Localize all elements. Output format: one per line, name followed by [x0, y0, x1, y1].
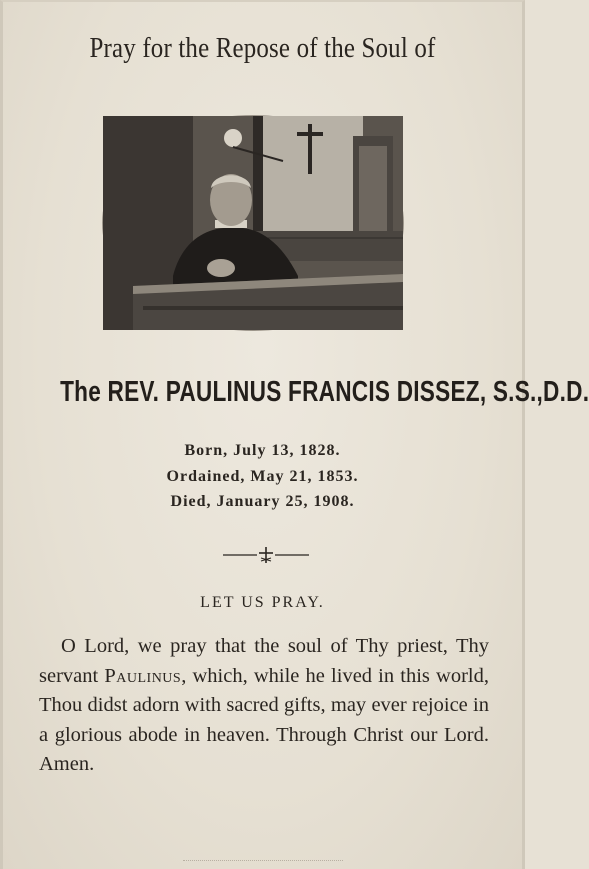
dates-block: [3, 438, 522, 515]
prayer-title: LET US PRAY.: [200, 594, 325, 611]
birth-date: Born, July 13, 1828.: [184, 442, 341, 459]
prayer-text-start: O Lord, we pray that the soul of Thy priest, Thy servant: [39, 635, 489, 687]
priest-name: The REV. PAULINUS FRANCIS DISSEZ, S.S.,D.D.: [60, 376, 589, 408]
bottom-edge-mark: [183, 860, 343, 867]
cross-ornament-icon: [223, 545, 309, 565]
portrait-illustration: [103, 116, 403, 330]
prayer-text-end: , which, while he lived in this world, Thou didst adorn with sacred gifts, may ever rejoice in a glorious abode in heaven. Through Christ our Lord. Amen.: [39, 664, 490, 775]
death-date: Died, January 25, 1908.: [170, 493, 355, 510]
card-heading: Pray for the Repose of the Soul of: [89, 32, 436, 64]
prayer-name: Paulinus: [104, 664, 182, 687]
portrait-photo: [103, 116, 403, 330]
ordination-date: Ordained, May 21, 1853.: [166, 467, 359, 485]
prayer-text: [39, 632, 489, 780]
